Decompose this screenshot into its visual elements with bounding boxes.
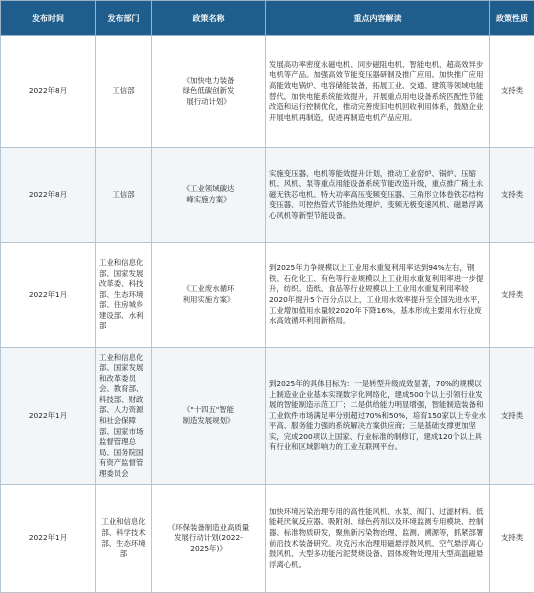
table-row bbox=[1, 243, 534, 348]
cell-date: 2022年1月 bbox=[1, 243, 96, 348]
cell-nature: 支持类 bbox=[490, 148, 534, 243]
cell-dept: 工业和信息化部、国家发展和改革委员会、教育部、科技部、财政部、人力资源和社会保障部、国家市场监督管理总局、国务院国有资产监督管理委员会 bbox=[96, 348, 152, 485]
header-content: 重点内容解读 bbox=[266, 1, 490, 36]
cell-nature: 支持类 bbox=[490, 243, 534, 348]
header-date: 发布时间 bbox=[1, 1, 96, 36]
cell-date: 2022年1月 bbox=[1, 485, 96, 593]
cell-policy: 《工业废水循环利用实施方案》 bbox=[152, 243, 266, 348]
cell-dept: 工业和信息化部、国家发展改革委、科技部、生态环境部、住房城乡建设部、水利部 bbox=[96, 243, 152, 348]
cell-policy: 《加快电力装备绿色低碳创新发展行动计划》 bbox=[152, 36, 266, 148]
header-nature: 政策性质 bbox=[490, 1, 534, 36]
cell-content: 到2025年力争规模以上工业用水重复利用率达到94%左右，钢铁、石化化工、有色等行业规模以上工业用水重复利用率进一步提升，纺织、造纸、食品等行业规模以上工业用水重复利用率较2020年提升5个百分点以上，工业用水效率提升至全国先进水平，工业增加值用水量较2020年下降16%，基本形成主要用水行业废水高效循环利用新格局。 bbox=[266, 243, 490, 348]
cell-content: 实施变压器、电机等能效提升计划，推动工业窑炉、锅炉、压缩机、风机、泵等重点用能设备系统节能改造升级，重点推广稀土永磁无铁芯电机、特大功率高压变频变压器、三角形立体卷铁芯结构变压器、可控热管式节能热处理炉、变频无极变速风机、磁悬浮离心风机等新型节能设备。 bbox=[266, 148, 490, 243]
cell-nature: 支持类 bbox=[490, 485, 534, 593]
cell-policy: 《工业领域碳达峰实施方案》 bbox=[152, 148, 266, 243]
cell-date: 2022年8月 bbox=[1, 36, 96, 148]
cell-dept: 工信部 bbox=[96, 148, 152, 243]
cell-dept: 工信部 bbox=[96, 36, 152, 148]
cell-nature: 支持类 bbox=[490, 36, 534, 148]
cell-content: 到2025年的具体目标为：一是转型升级成效显著，70%的规模以上制造业企业基本实现数字化网络化，建成500个以上引领行业发展的智能制造示范工厂；二是供给能力明显增强，智能制造装备和工业软件市场满足率分别超过70%和50%，培育150家以上专业水平高、服务能力强的系统解决方案供应商；三是基础支撑更加坚实，完成200项以上国家、行业标准的制修订，建成120个以上具有行业和区域影响力的工业互联网平台。 bbox=[266, 348, 490, 485]
cell-policy: 《"十四五"智能制造发展规划》 bbox=[152, 348, 266, 485]
cell-dept: 工业和信息化部、科学技术部、生态环境部 bbox=[96, 485, 152, 593]
table-row bbox=[1, 36, 534, 148]
table-row bbox=[1, 348, 534, 485]
cell-content: 发展高功率密度永磁电机、同步磁阻电机、智能电机、超高效异步电机等产品。加强高效节能变压器研制及推广应用。加快推广应用高能效电锅炉、电容储能装备，拓展工业、交通、建筑等领域电能替代。加快电能系统能效提升，开展重点用电设备系统匹配性节能改造和运行控制优化，推动完善废旧电机回收利用体系，鼓励企业开展电机再制造，促进再制造电机产品应用。 bbox=[266, 36, 490, 148]
cell-content: 加快环境污染治理专用的高性能风机、水泵、阀门、过滤材料、低能耗厌氧反应器、吸附剂、绿色药剂以及环境监测专用模块、控制器、标准物质研发，聚焦新污染物治理、监测、溯源等，抓紧部署前沿技术装备研究。攻克污水治理用磁悬浮鼓风机、空气悬浮离心鼓风机、大型多功能污泥焚烧设备、固体废物处理用大型高温磁悬浮离心机。 bbox=[266, 485, 490, 593]
cell-policy: 《环保装备制造业高质量发展行动计划(2022-2025年)》 bbox=[152, 485, 266, 593]
cell-nature: 支持类 bbox=[490, 348, 534, 485]
table-row bbox=[1, 485, 534, 593]
cell-date: 2022年1月 bbox=[1, 348, 96, 485]
header-row bbox=[1, 1, 534, 36]
table-row bbox=[1, 148, 534, 243]
header-policy: 政策名称 bbox=[152, 1, 266, 36]
cell-date: 2022年8月 bbox=[1, 148, 96, 243]
header-dept: 发布部门 bbox=[96, 1, 152, 36]
